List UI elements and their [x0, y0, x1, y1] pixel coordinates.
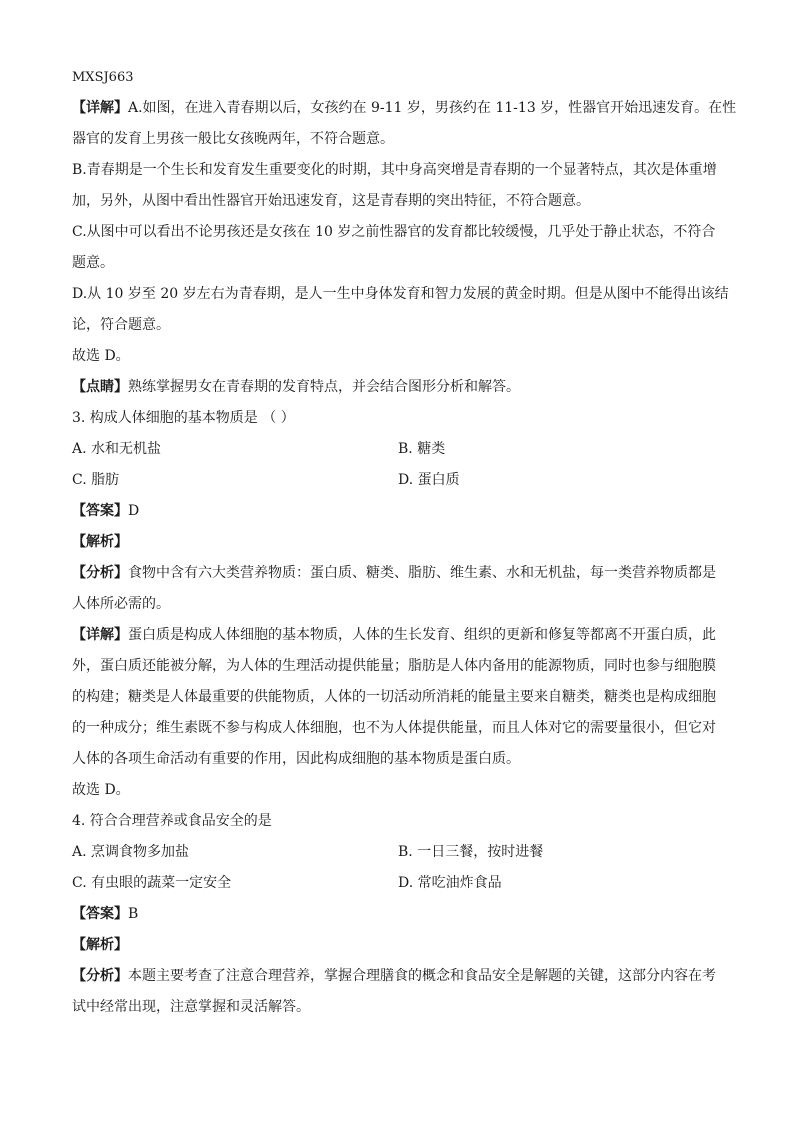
line-text: 熟练掌握男女在青春期的发育特点，并会结合图形分析和解答。	[128, 379, 520, 395]
line-text: C.从图中可以看出不论男孩还是女孩在 10 岁之前性器官的发育都比较缓慢，几乎处于静止状态，不符合	[72, 224, 716, 240]
text-line	[72, 899, 722, 930]
answer-option: A. 水和无机盐	[72, 441, 162, 457]
text-line	[72, 682, 722, 713]
text-line	[72, 651, 722, 682]
text-line	[72, 713, 722, 744]
line-text: 4. 符合合理营养或食品安全的是	[72, 813, 272, 829]
text-line	[72, 930, 722, 961]
line-text: 器官的发育上男孩一般比女孩晚两年，不符合题意。	[72, 131, 394, 147]
answer-option: D. 常吃油炸食品	[398, 875, 502, 891]
text-line	[72, 186, 722, 217]
line-text: 题意。	[72, 255, 114, 271]
document-page	[72, 62, 737, 1023]
text-line	[72, 589, 722, 620]
text-line	[72, 124, 722, 155]
text-line	[72, 527, 722, 558]
line-text: B	[128, 906, 139, 922]
answer-option: D. 蛋白质	[398, 472, 460, 488]
text-line	[72, 372, 722, 403]
text-line	[72, 248, 722, 279]
text-line	[72, 93, 737, 124]
section-tag: 【答案】	[72, 906, 128, 922]
document-header: MXSJ663	[72, 70, 134, 85]
section-tag: 【详解】	[72, 100, 128, 116]
answer-option: B. 一日三餐，按时进餐	[398, 844, 544, 860]
line-text: 蛋白质是构成人体细胞的基本物质，人体的生长发育、组织的更新和修复等都离不开蛋白质，此	[128, 627, 716, 643]
line-text: 试中经常出现，注意掌握和灵活解答。	[72, 999, 310, 1015]
document-body	[72, 93, 737, 1023]
line-text: A.如图，在进入青春期以后，女孩约在 9-11 岁，男孩约在 11-13 岁，性器官开始迅速发育。在性	[128, 100, 737, 116]
line-text: 故选 D。	[72, 348, 130, 364]
text-line	[72, 868, 722, 899]
line-text: 故选 D。	[72, 782, 130, 798]
line-text: 加，另外，从图中看出性器官开始迅速发育，这是青春期的突出特征，不符合题意。	[72, 193, 590, 209]
text-line	[72, 992, 722, 1023]
text-line	[72, 434, 722, 465]
text-line	[72, 403, 722, 434]
text-line	[72, 465, 722, 496]
text-line	[72, 961, 722, 992]
section-tag: 【解析】	[72, 937, 128, 953]
line-text: 人体的各项生命活动有重要的作用，因此构成细胞的基本物质是蛋白质。	[72, 751, 520, 767]
text-line	[72, 341, 722, 372]
line-text: B.青春期是一个生长和发育发生重要变化的时期，其中身高突增是青春期的一个显著特点，其次是体重增	[72, 162, 717, 178]
answer-option: C. 脂肪	[72, 472, 120, 488]
text-line	[72, 806, 722, 837]
text-line	[72, 558, 722, 589]
line-text: D.从 10 岁至 20 岁左右为青春期，是人一生中身体发育和智力发展的黄金时期。但是从图中不能得出该结	[72, 286, 729, 302]
text-line	[72, 496, 722, 527]
section-tag: 【点睛】	[72, 379, 128, 395]
text-line	[72, 155, 722, 186]
line-text: 的一种成分；维生素既不参与构成人体细胞，也不为人体提供能量，而且人体对它的需要量很小，但它对	[72, 720, 716, 736]
text-line	[72, 620, 722, 651]
line-text: 外，蛋白质还能被分解，为人体的生理活动提供能量；脂肪是人体内备用的能源物质，同时也参与细胞膜	[72, 658, 716, 674]
text-line	[72, 775, 722, 806]
answer-option: B. 糖类	[398, 441, 446, 457]
line-text: 人体所必需的。	[72, 596, 170, 612]
answer-option: C. 有虫眼的蔬菜一定安全	[72, 875, 232, 891]
section-tag: 【详解】	[72, 627, 128, 643]
text-line	[72, 744, 722, 775]
line-text: 的构建；糖类是人体最重要的供能物质，人体的一切活动所消耗的能量主要来自糖类，糖类也是构成细胞	[72, 689, 716, 705]
text-line	[72, 837, 722, 868]
answer-option: A. 烹调食物多加盐	[72, 844, 190, 860]
line-text: D	[128, 503, 140, 519]
text-line	[72, 217, 722, 248]
line-text: 本题主要考查了注意合理营养，掌握合理膳食的概念和食品安全是解题的关键，这部分内容在考	[128, 968, 716, 984]
section-tag: 【分析】	[72, 565, 128, 581]
line-text: 3. 构成人体细胞的基本物质是 （ ）	[72, 410, 295, 426]
section-tag: 【答案】	[72, 503, 128, 519]
section-tag: 【解析】	[72, 534, 128, 550]
section-tag: 【分析】	[72, 968, 128, 984]
text-line	[72, 279, 729, 310]
line-text: 食物中含有六大类营养物质：蛋白质、糖类、脂肪、维生素、水和无机盐，每一类营养物质都是	[128, 565, 716, 581]
line-text: 论，符合题意。	[72, 317, 170, 333]
text-line	[72, 310, 722, 341]
